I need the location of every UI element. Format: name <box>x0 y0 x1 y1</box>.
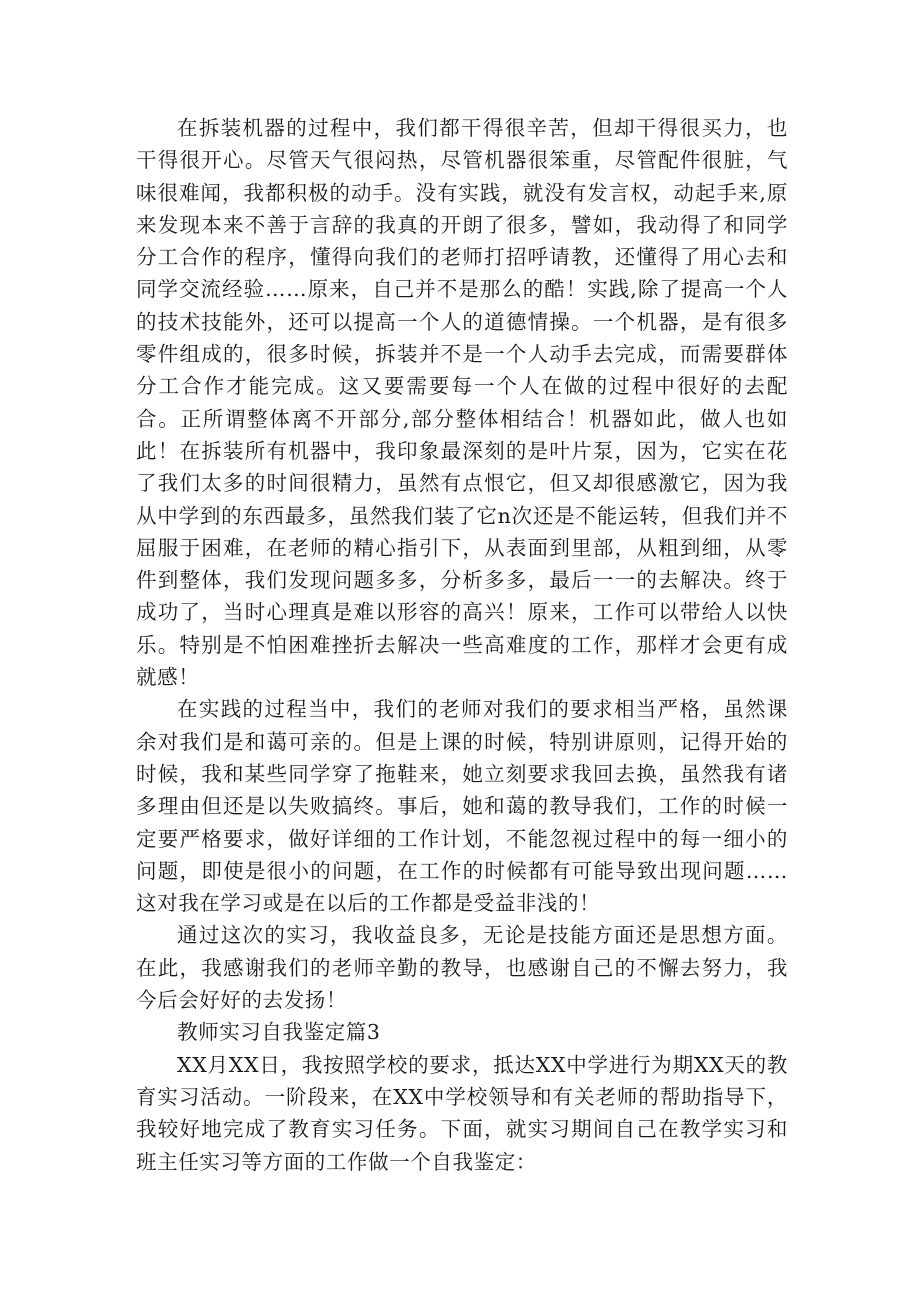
paragraph-gratitude: 通过这次的实习，我收益良多，无论是技能方面还是思想方面。在此，我感谢我们的老师辛勤的教导，也感谢自己的不懈去努力，我今后会好好的去发扬！ <box>136 923 788 1013</box>
paragraph-internship-intro: XX月XX日，我按照学校的要求，抵达XX中学进行为期XX天的教育实习活动。一阶段来，在XX中学校领导和有关老师的帮助指导下，我较好地完成了教育实习任务。下面，就实习期间自己在教学实习和班主任实习等方面的工作做一个自我鉴定： <box>136 1052 788 1174</box>
section-heading: 教师实习自我鉴定篇3 <box>177 1020 381 1045</box>
document-body <box>136 112 788 1178</box>
paragraph-teacher-strictness: 在实践的过程当中，我们的老师对我们的要求相当严格，虽然课余对我们是和蔼可亲的。但是上课的时候，特别讲原则，记得开始的时候，我和某些同学穿了拖鞋来，她立刻要求我回去换，虽然我有诸多理由但还是以失败搞终。事后，她和蔼的教导我们，工作的时候一定要严格要求，做好详细的工作计划，不能忽视过程中的每一细小的问题，即使是很小的问题，在工作的时候都有可能导致出现问题……这对我在学习或是在以后的工作都是受益非浅的！ <box>136 697 788 916</box>
paragraph-disassembly-experience: 在拆装机器的过程中，我们都干得很辛苦，但却干得很买力，也干得很开心。尽管天气很闷热，尽管机器很笨重，尽管配件很脏，气味很难闻，我都积极的动手。没有实践，就没有发言权，动起手来,原来发现本来不善于言辞的我真的开朗了很多，譬如，我动得了和同学分工合作的程序，懂得向我们的老师打招呼请教，还懂得了用心去和同学交流经验……原来，自己并不是那么的酷！实践,除了提高一个人的技术技能外，还可以提高一个人的道德情操。一个机器，是有很多零件组成的，很多时候，拆装并不是一个人动手去完成，而需要群体分工合作才能完成。这又要需要每一个人在做的过程中很好的去配合。正所谓整体离不开部分,部分整体相结合！机器如此，做人也如此！在拆装所有机器中，我印象最深刻的是叶片泵，因为，它实在花了我们太多的时间很精力，虽然有点恨它，但又却很感激它，因为我从中学到的东西最多，虽然我们装了它n次还是不能运转，但我们并不屈服于困难，在老师的精心指引下，从表面到里部，从粗到细，从零件到整体，我们发现问题多多，分析多多，最后一一的去解决。终于成功了，当时心理真是难以形容的高兴！原来，工作可以带给人以快乐。特别是不怕困难挫折去解决一些高难度的工作，那样才会更有成就感！ <box>136 116 788 690</box>
